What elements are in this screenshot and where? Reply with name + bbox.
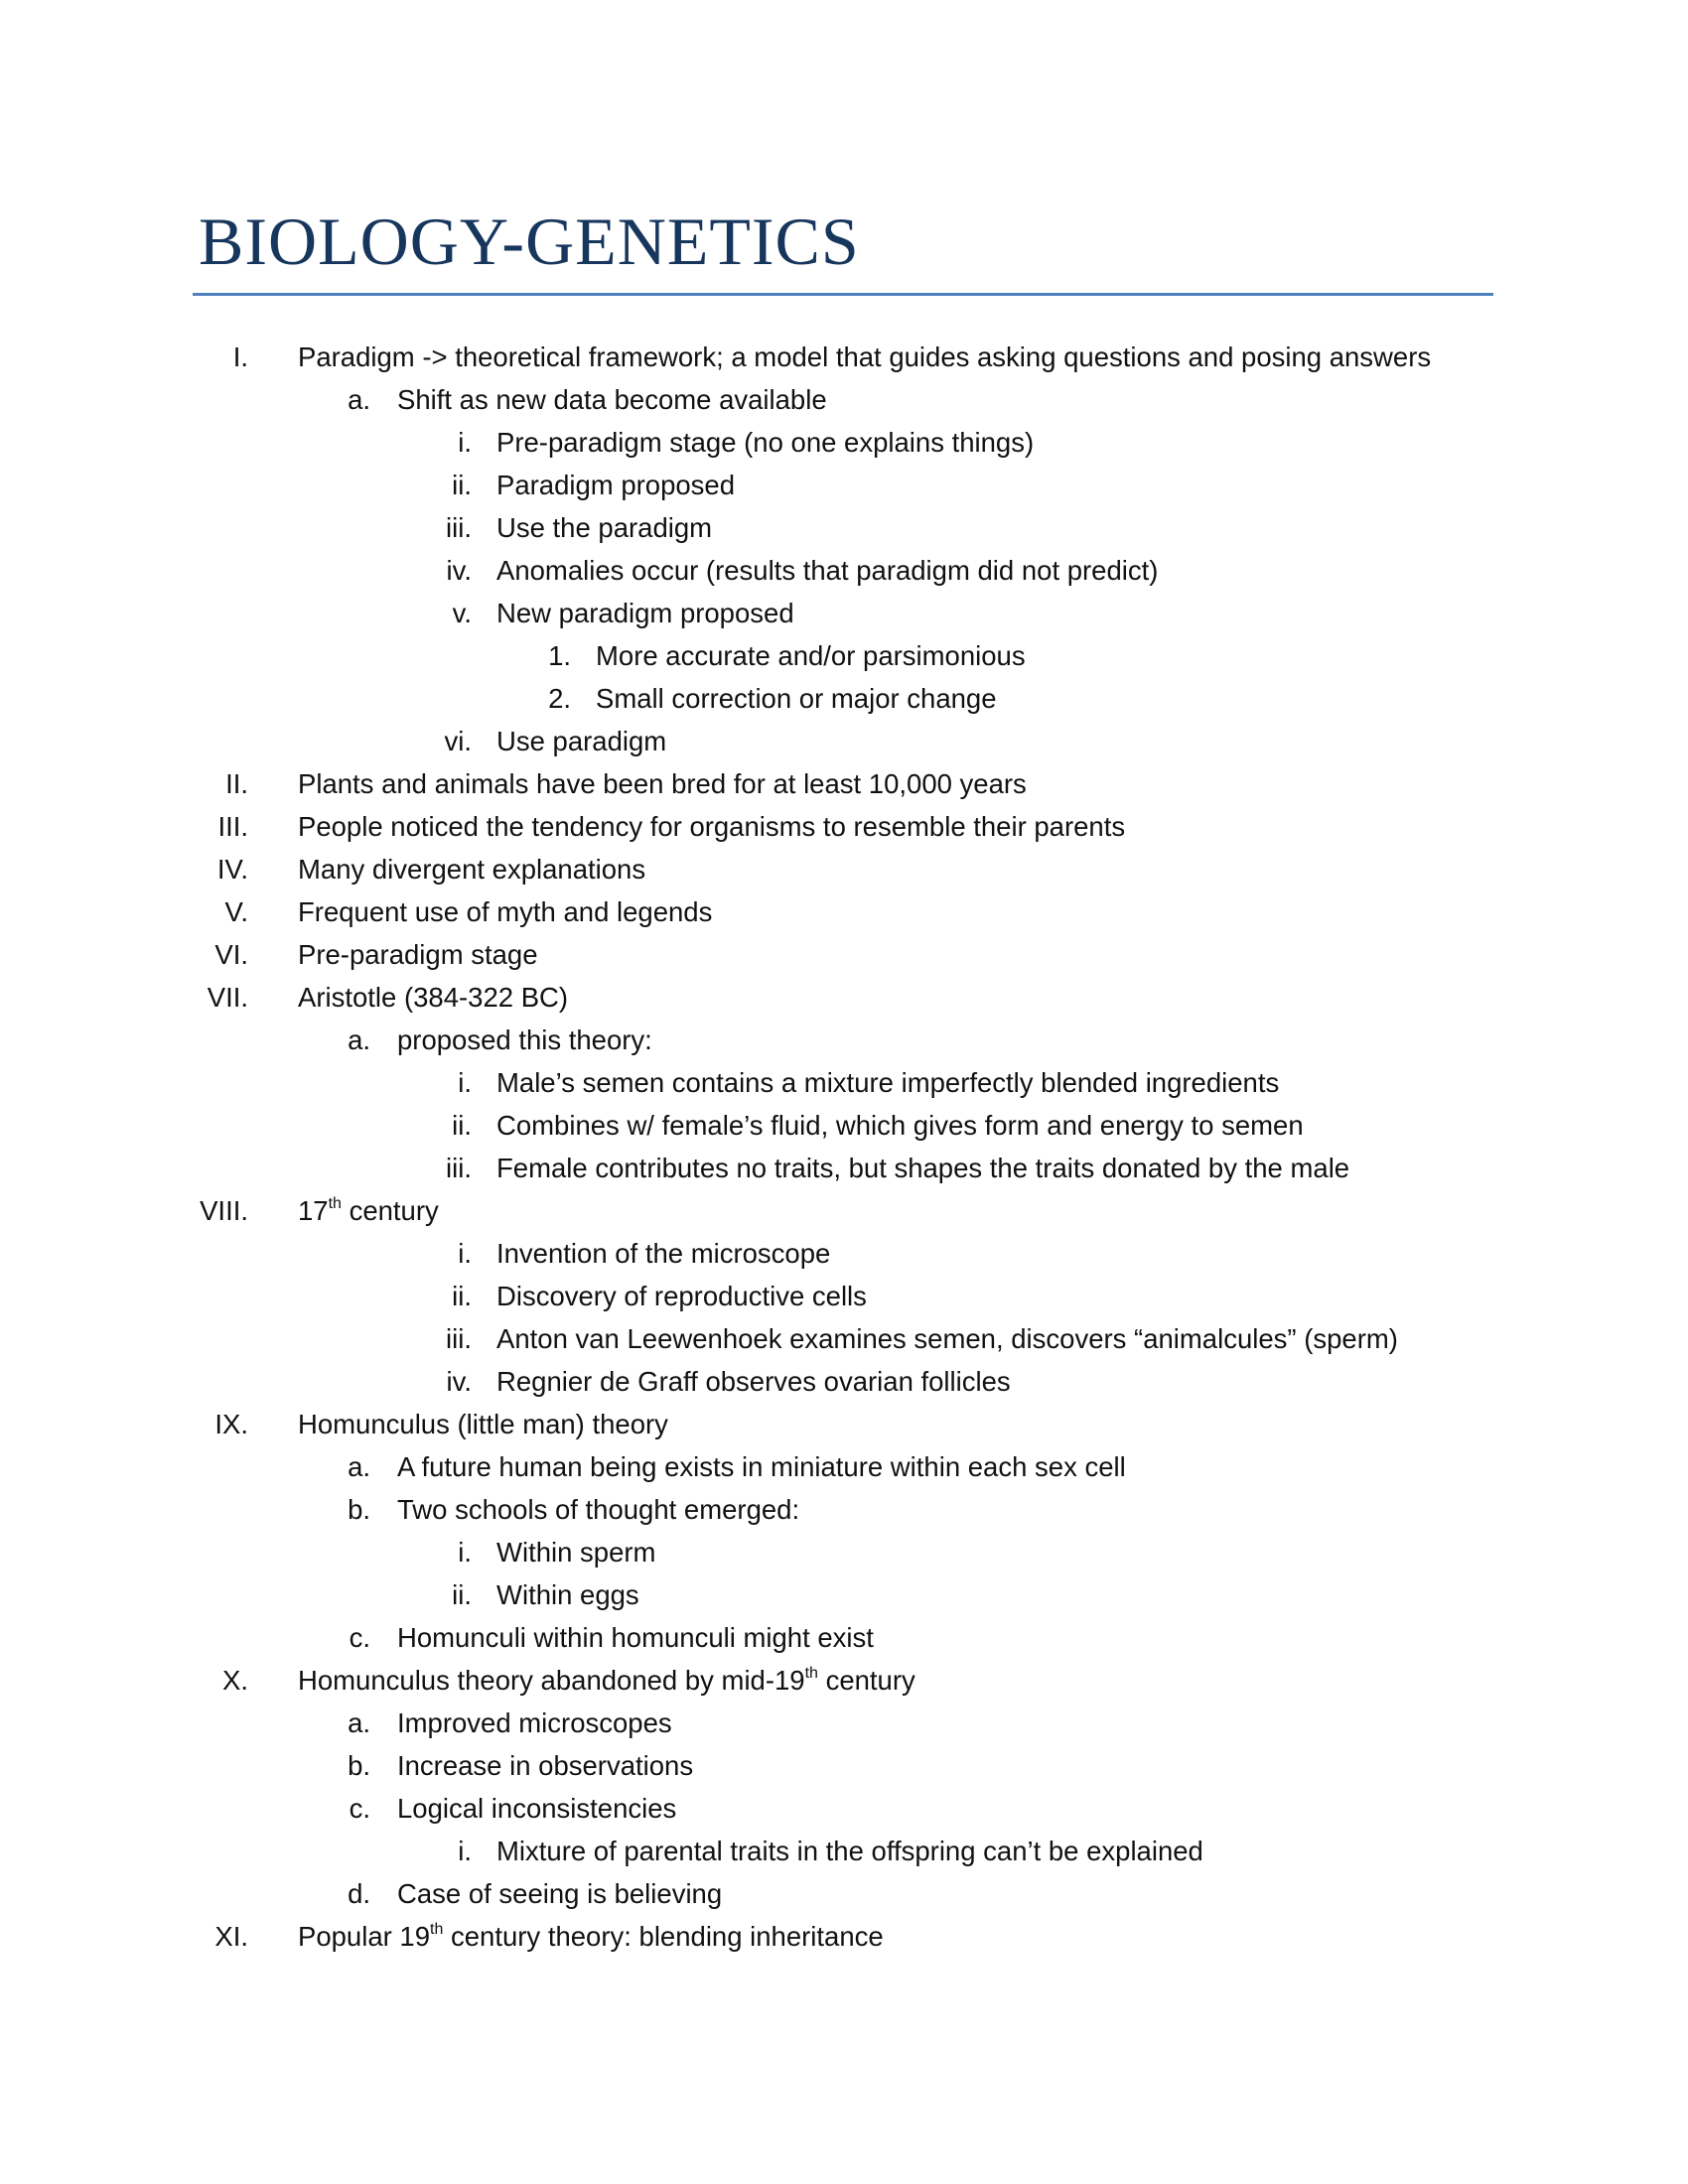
outline-item-level-1 bbox=[0, 1403, 1688, 1445]
outline-text-superscript: th bbox=[804, 1664, 818, 1682]
outline-text-main: Paradigm -> theoretical framework; a model that guides asking questions and posing answers bbox=[298, 341, 1432, 372]
outline-marker: 2. bbox=[548, 683, 571, 714]
outline-text-main: People noticed the tendency for organisms to resemble their parents bbox=[298, 811, 1126, 842]
outline-text-main: Two schools of thought emerged: bbox=[397, 1494, 800, 1525]
outline-text-main: Regnier de Graff observes ovarian follicles bbox=[496, 1366, 1011, 1397]
outline-text-main: Invention of the microscope bbox=[496, 1238, 831, 1269]
outline-marker: c. bbox=[349, 1793, 370, 1824]
outline-text bbox=[397, 1787, 676, 1830]
outline-text-main: A future human being exists in miniature within each sex cell bbox=[397, 1451, 1126, 1482]
outline-text-main: More accurate and/or parsimonious bbox=[596, 640, 1026, 671]
outline-text bbox=[298, 933, 538, 976]
outline-text bbox=[496, 421, 1034, 464]
outline-item-level-2 bbox=[0, 1488, 1688, 1531]
outline-item-level-1 bbox=[0, 805, 1688, 848]
outline-text-main: Small correction or major change bbox=[596, 683, 997, 714]
outline-text-main: Shift as new data become available bbox=[397, 384, 827, 415]
outline-text-main: Popular 19 bbox=[298, 1921, 431, 1952]
outline-marker: v. bbox=[452, 598, 472, 628]
outline-marker: iv. bbox=[446, 555, 472, 586]
outline-item-level-2 bbox=[0, 1019, 1688, 1061]
outline-item-level-2 bbox=[0, 378, 1688, 421]
outline-marker: i. bbox=[458, 1067, 472, 1098]
outline-text bbox=[298, 1915, 884, 1958]
outline-text-main: Pre-paradigm stage bbox=[298, 939, 538, 970]
outline-text bbox=[397, 1616, 874, 1659]
outline-text-main: Within sperm bbox=[496, 1537, 656, 1568]
outline-item-level-3 bbox=[0, 1147, 1688, 1189]
outline-marker: iii. bbox=[446, 1323, 472, 1354]
outline-text-main: Paradigm proposed bbox=[496, 470, 736, 500]
outline-text bbox=[397, 1488, 799, 1531]
outline-marker: a. bbox=[348, 1024, 370, 1055]
outline-item-level-3 bbox=[0, 506, 1688, 549]
outline-marker: V. bbox=[224, 896, 248, 927]
outline-item-level-2 bbox=[0, 1744, 1688, 1787]
outline-text-suffix: century theory: blending inheritance bbox=[443, 1921, 884, 1952]
outline-marker: ii. bbox=[452, 1281, 472, 1311]
outline-marker: d. bbox=[348, 1878, 370, 1909]
outline-text bbox=[596, 677, 997, 720]
outline-item-level-1 bbox=[0, 848, 1688, 890]
outline-text bbox=[496, 464, 735, 506]
outline-text-main: Homunculus theory abandoned by mid-19 bbox=[298, 1665, 805, 1696]
outline-text-main: Improved microscopes bbox=[397, 1707, 672, 1738]
outline-text bbox=[496, 1573, 639, 1616]
outline-text bbox=[496, 1061, 1279, 1104]
outline-list bbox=[0, 336, 1688, 1958]
outline-text-main: Case of seeing is believing bbox=[397, 1878, 723, 1909]
outline-item-level-1 bbox=[0, 1659, 1688, 1702]
outline-marker: VI. bbox=[214, 939, 248, 970]
outline-item-level-3 bbox=[0, 1061, 1688, 1104]
outline-marker: IX. bbox=[214, 1409, 248, 1439]
outline-marker: iii. bbox=[446, 512, 472, 543]
outline-marker: iii. bbox=[446, 1153, 472, 1183]
outline-marker: c. bbox=[349, 1622, 370, 1653]
outline-text bbox=[397, 1019, 652, 1061]
outline-marker: a. bbox=[348, 1451, 370, 1482]
outline-text bbox=[298, 805, 1125, 848]
outline-text bbox=[397, 378, 827, 421]
outline-text bbox=[397, 1445, 1126, 1488]
outline-text bbox=[496, 1232, 830, 1275]
outline-text-main: Frequent use of myth and legends bbox=[298, 896, 713, 927]
outline-item-level-4 bbox=[0, 634, 1688, 677]
outline-text-main: proposed this theory: bbox=[397, 1024, 652, 1055]
outline-text-suffix: century bbox=[817, 1665, 915, 1696]
outline-marker: II. bbox=[225, 768, 248, 799]
outline-text bbox=[298, 336, 1431, 378]
outline-marker: XI. bbox=[214, 1921, 248, 1952]
outline-text-main: Homunculi within homunculi might exist bbox=[397, 1622, 874, 1653]
outline-text-main: Use paradigm bbox=[496, 726, 667, 756]
outline-text bbox=[496, 720, 666, 762]
outline-marker: ii. bbox=[452, 1579, 472, 1610]
outline-text-main: Pre-paradigm stage (no one explains things) bbox=[496, 427, 1035, 458]
outline-item-level-3 bbox=[0, 720, 1688, 762]
outline-text-main: Many divergent explanations bbox=[298, 854, 646, 885]
outline-marker: X. bbox=[222, 1665, 248, 1696]
outline-text bbox=[298, 762, 1027, 805]
outline-text bbox=[298, 976, 568, 1019]
outline-text-main: Mixture of parental traits in the offspring can’t be explained bbox=[496, 1836, 1203, 1866]
outline-text bbox=[496, 1317, 1398, 1360]
outline-text-main: Aristotle (384-322 BC) bbox=[298, 982, 569, 1013]
outline-marker: 1. bbox=[548, 640, 571, 671]
outline-item-level-4 bbox=[0, 677, 1688, 720]
title-underline bbox=[193, 293, 1493, 296]
outline-item-level-3 bbox=[0, 1573, 1688, 1616]
outline-text-main: New paradigm proposed bbox=[496, 598, 794, 628]
outline-text-main: Anomalies occur (results that paradigm did not predict) bbox=[496, 555, 1159, 586]
outline-marker: ii. bbox=[452, 470, 472, 500]
outline-marker: III. bbox=[217, 811, 248, 842]
outline-text bbox=[496, 1147, 1349, 1189]
outline-text bbox=[298, 1659, 915, 1702]
outline-text bbox=[397, 1702, 672, 1744]
outline-item-level-3 bbox=[0, 549, 1688, 592]
outline-item-level-3 bbox=[0, 592, 1688, 634]
outline-text-superscript: th bbox=[430, 1920, 444, 1938]
outline-text-suffix: century bbox=[341, 1195, 439, 1226]
outline-text bbox=[298, 890, 712, 933]
outline-marker: I. bbox=[232, 341, 248, 372]
outline-marker: i. bbox=[458, 1238, 472, 1269]
outline-text bbox=[496, 1275, 867, 1317]
outline-text-main: Increase in observations bbox=[397, 1750, 694, 1781]
outline-item-level-1 bbox=[0, 933, 1688, 976]
outline-text bbox=[298, 1189, 439, 1232]
outline-text-main: Within eggs bbox=[496, 1579, 639, 1610]
outline-marker: ii. bbox=[452, 1110, 472, 1141]
outline-marker: vi. bbox=[444, 726, 472, 756]
outline-item-level-3 bbox=[0, 1232, 1688, 1275]
document-title: BIOLOGY-GENETICS bbox=[199, 204, 860, 279]
outline-text bbox=[496, 592, 794, 634]
outline-text-superscript: th bbox=[328, 1194, 342, 1212]
outline-text bbox=[496, 1360, 1011, 1403]
outline-item-level-3 bbox=[0, 1830, 1688, 1872]
outline-item-level-2 bbox=[0, 1787, 1688, 1830]
outline-item-level-2 bbox=[0, 1702, 1688, 1744]
outline-item-level-3 bbox=[0, 421, 1688, 464]
outline-text bbox=[496, 549, 1158, 592]
outline-marker: a. bbox=[348, 384, 370, 415]
outline-item-level-3 bbox=[0, 1531, 1688, 1573]
outline-item-level-1 bbox=[0, 890, 1688, 933]
outline-item-level-1 bbox=[0, 762, 1688, 805]
outline-text-main: Logical inconsistencies bbox=[397, 1793, 677, 1824]
outline-marker: iv. bbox=[446, 1366, 472, 1397]
outline-text bbox=[496, 1830, 1203, 1872]
outline-item-level-3 bbox=[0, 464, 1688, 506]
outline-text bbox=[496, 1531, 655, 1573]
outline-item-level-3 bbox=[0, 1104, 1688, 1147]
outline-item-level-1 bbox=[0, 976, 1688, 1019]
outline-text bbox=[496, 506, 712, 549]
outline-text bbox=[596, 634, 1026, 677]
outline-item-level-3 bbox=[0, 1317, 1688, 1360]
outline-item-level-2 bbox=[0, 1872, 1688, 1915]
outline-marker: i. bbox=[458, 1537, 472, 1568]
outline-marker: VIII. bbox=[200, 1195, 248, 1226]
outline-text bbox=[496, 1104, 1304, 1147]
outline-text bbox=[298, 1403, 668, 1445]
outline-marker: b. bbox=[348, 1494, 370, 1525]
outline-text-main: Homunculus (little man) theory bbox=[298, 1409, 668, 1439]
outline-marker: IV. bbox=[216, 854, 248, 885]
outline-text bbox=[298, 848, 645, 890]
outline-marker: VII. bbox=[207, 982, 248, 1013]
outline-text-main: Combines w/ female’s fluid, which gives form and energy to semen bbox=[496, 1110, 1304, 1141]
outline-text-main: 17 bbox=[298, 1195, 329, 1226]
outline-marker: b. bbox=[348, 1750, 370, 1781]
outline-item-level-3 bbox=[0, 1275, 1688, 1317]
outline-text-main: Use the paradigm bbox=[496, 512, 713, 543]
outline-text bbox=[397, 1872, 722, 1915]
outline-item-level-1 bbox=[0, 1189, 1688, 1232]
outline-marker: i. bbox=[458, 427, 472, 458]
outline-text-main: Female contributes no traits, but shapes the traits donated by the male bbox=[496, 1153, 1350, 1183]
outline-item-level-2 bbox=[0, 1616, 1688, 1659]
outline-text-main: Anton van Leewenhoek examines semen, discovers “animalcules” (sperm) bbox=[496, 1323, 1398, 1354]
outline-marker: i. bbox=[458, 1836, 472, 1866]
outline-item-level-1 bbox=[0, 1915, 1688, 1958]
outline-item-level-1 bbox=[0, 336, 1688, 378]
outline-text-main: Discovery of reproductive cells bbox=[496, 1281, 867, 1311]
outline-text-main: Plants and animals have been bred for at least 10,000 years bbox=[298, 768, 1027, 799]
outline-item-level-3 bbox=[0, 1360, 1688, 1403]
outline-item-level-2 bbox=[0, 1445, 1688, 1488]
outline-text bbox=[397, 1744, 693, 1787]
outline-text-main: Male’s semen contains a mixture imperfectly blended ingredients bbox=[496, 1067, 1280, 1098]
outline-marker: a. bbox=[348, 1707, 370, 1738]
